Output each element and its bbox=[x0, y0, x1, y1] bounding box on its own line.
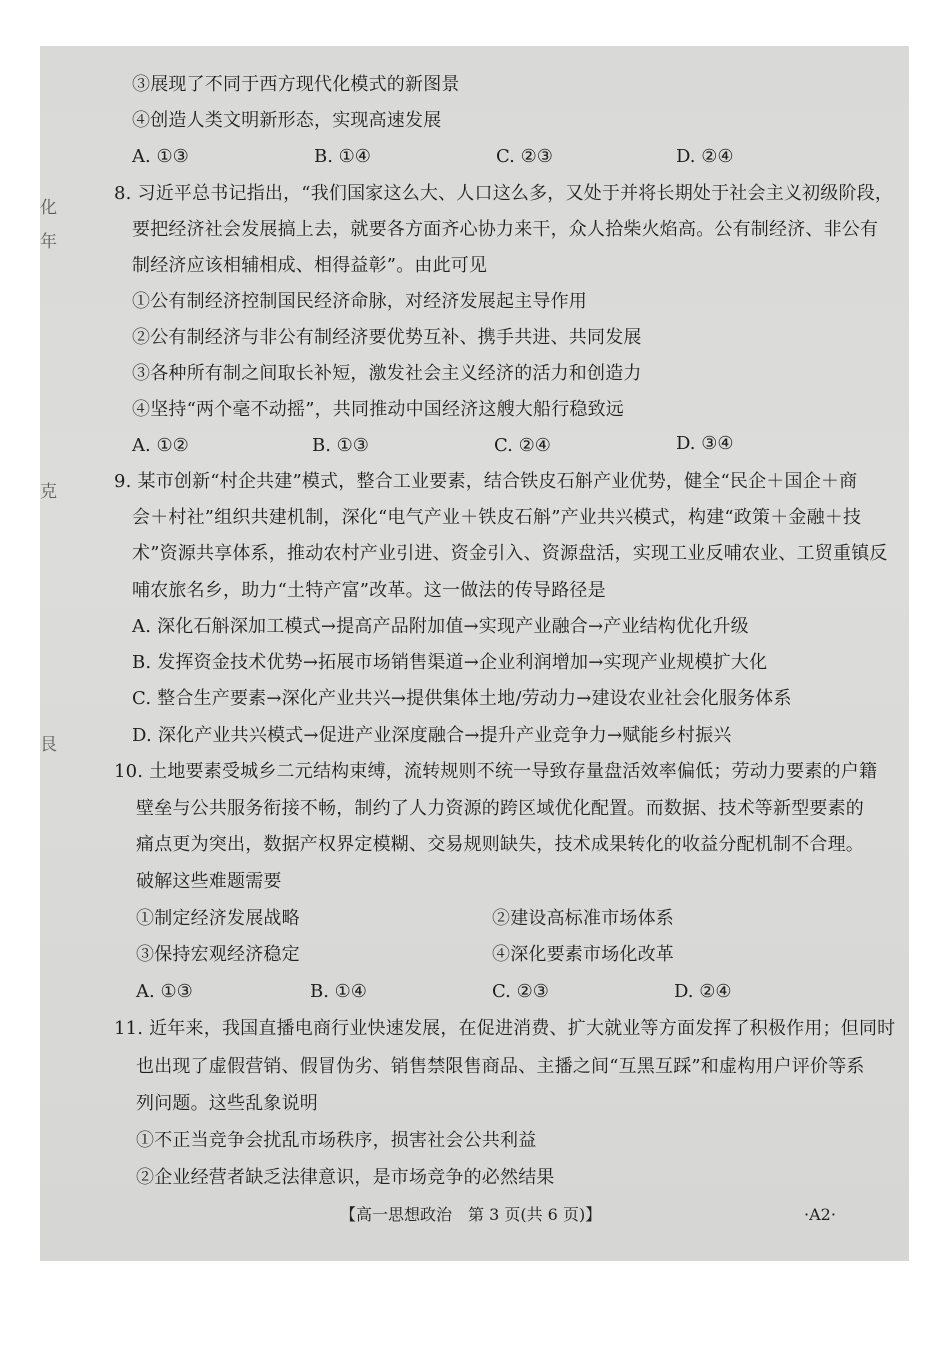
q8-item-1: ①公有制经济控制国民经济命脉，对经济发展起主导作用 bbox=[132, 291, 587, 312]
q10-stem-line-2: 壁垒与公共服务衔接不畅，制约了人力资源的跨区域优化配置。而数据、技术等新型要素的 bbox=[136, 798, 864, 819]
q7-item-3: ③展现了不同于西方现代化模式的新图景 bbox=[132, 74, 460, 95]
q9-option-c: C. 整合生产要素→深化产业共兴→提供集体土地/劳动力→建设农业社会化服务体系 bbox=[132, 688, 792, 709]
q11-item-2: ②企业经营者缺乏法律意识，是市场竞争的必然结果 bbox=[136, 1167, 555, 1188]
q10-item-3: ③保持宏观经济稳定 bbox=[136, 944, 300, 965]
page-footer: 【高一思想政治 第 3 页(共 6 页)】 bbox=[340, 1205, 602, 1224]
q9-stem-line-4: 哺农旅名乡，助力“土特产富”改革。这一做法的传导路径是 bbox=[132, 580, 606, 601]
q8-item-3: ③各种所有制之间取长补短，激发社会主义经济的活力和创造力 bbox=[132, 363, 642, 384]
q7-option-a: A. ①③ bbox=[132, 146, 189, 167]
q9-option-a: A. 深化石斛深加工模式→提高产品附加值→实现产业融合→产业结构优化升级 bbox=[132, 616, 749, 637]
scanned-page bbox=[40, 46, 909, 1261]
q7-option-c: C. ②③ bbox=[496, 146, 553, 167]
q10-option-a: A. ①③ bbox=[136, 981, 193, 1002]
q10-option-c: C. ②③ bbox=[492, 981, 549, 1002]
q8-stem-line-2: 要把经济社会发展搞上去，就要各方面齐心协力来干，众人拾柴火焰高。公有制经济、非公有 bbox=[132, 219, 879, 240]
q9-stem-line-3: 术”资源共享体系，推动农村产业引进、资金引入、资源盘活，实现工业反哺农业、工贸重镇反 bbox=[132, 543, 888, 564]
q11-stem-line-3: 列问题。这些乱象说明 bbox=[136, 1093, 318, 1114]
q10-item-1: ①制定经济发展战略 bbox=[136, 908, 300, 929]
q9-option-d: D. 深化产业共兴模式→促进产业深度融合→提升产业竞争力→赋能乡村振兴 bbox=[132, 725, 732, 746]
q9-stem-line-1: 9. 某市创新“村企共建”模式，整合工业要素，结合铁皮石斛产业优势，健全“民企＋国企＋商 bbox=[114, 471, 858, 492]
margin-fragment: 克 bbox=[40, 482, 57, 502]
q8-option-d: D. ③④ bbox=[676, 433, 734, 454]
q10-item-2: ②建设高标准市场体系 bbox=[492, 908, 674, 929]
q11-stem-line-2: 也出现了虚假营销、假冒伪劣、销售禁限售商品、主播之间“互黑互踩”和虚构用户评价等系 bbox=[136, 1056, 865, 1077]
q8-option-a: A. ①② bbox=[132, 435, 189, 456]
q10-option-d: D. ②④ bbox=[674, 981, 732, 1002]
q10-stem-line-3: 痛点更为突出，数据产权界定模糊、交易规则缺失，技术成果转化的收益分配机制不合理。 bbox=[136, 834, 864, 855]
q10-option-b: B. ①④ bbox=[310, 981, 367, 1002]
q11-stem-line-1: 11. 近年来，我国直播电商行业快速发展，在促进消费、扩大就业等方面发挥了积极作用；但同时 bbox=[114, 1018, 896, 1039]
margin-fragment: 艮 bbox=[40, 735, 57, 755]
q8-item-4: ④坚持“两个毫不动摇”，共同推动中国经济这艘大船行稳致远 bbox=[132, 399, 625, 420]
q10-stem-line-1: 10. 土地要素受城乡二元结构束缚，流转规则不统一导致存量盘活效率偏低；劳动力要素的户籍 bbox=[114, 761, 878, 782]
q7-item-4: ④创造人类文明新形态，实现高速发展 bbox=[132, 110, 442, 131]
q7-option-b: B. ①④ bbox=[314, 146, 371, 167]
q8-stem-line-1: 8. 习近平总书记指出，“我们国家这么大、人口这么多，又处于并将长期处于社会主义初级阶段， bbox=[114, 183, 894, 204]
q9-option-b: B. 发挥资金技术优势→拓展市场销售渠道→企业利润增加→实现产业规模扩大化 bbox=[132, 652, 768, 673]
q8-stem-line-3: 制经济应该相辅相成、相得益彰”。由此可见 bbox=[132, 255, 488, 276]
q9-stem-line-2: 会＋村社”组织共建机制，深化“电气产业＋铁皮石斛”产业共兴模式，构建“政策＋金融＋技 bbox=[132, 507, 862, 528]
q8-item-2: ②公有制经济与非公有制经济要优势互补、携手共进、共同发展 bbox=[132, 327, 642, 348]
margin-fragment: 化 bbox=[40, 198, 57, 218]
q8-option-c: C. ②④ bbox=[494, 435, 551, 456]
q10-item-4: ④深化要素市场化改革 bbox=[492, 944, 674, 965]
q11-item-1: ①不正当竞争会扰乱市场秩序，损害社会公共利益 bbox=[136, 1130, 537, 1151]
q8-option-b: B. ①③ bbox=[312, 435, 369, 456]
q10-stem-line-4: 破解这些难题需要 bbox=[136, 871, 282, 892]
margin-fragment: 年 bbox=[40, 232, 57, 252]
q7-option-d: D. ②④ bbox=[676, 146, 734, 167]
paper-code: ·A2· bbox=[804, 1205, 836, 1224]
